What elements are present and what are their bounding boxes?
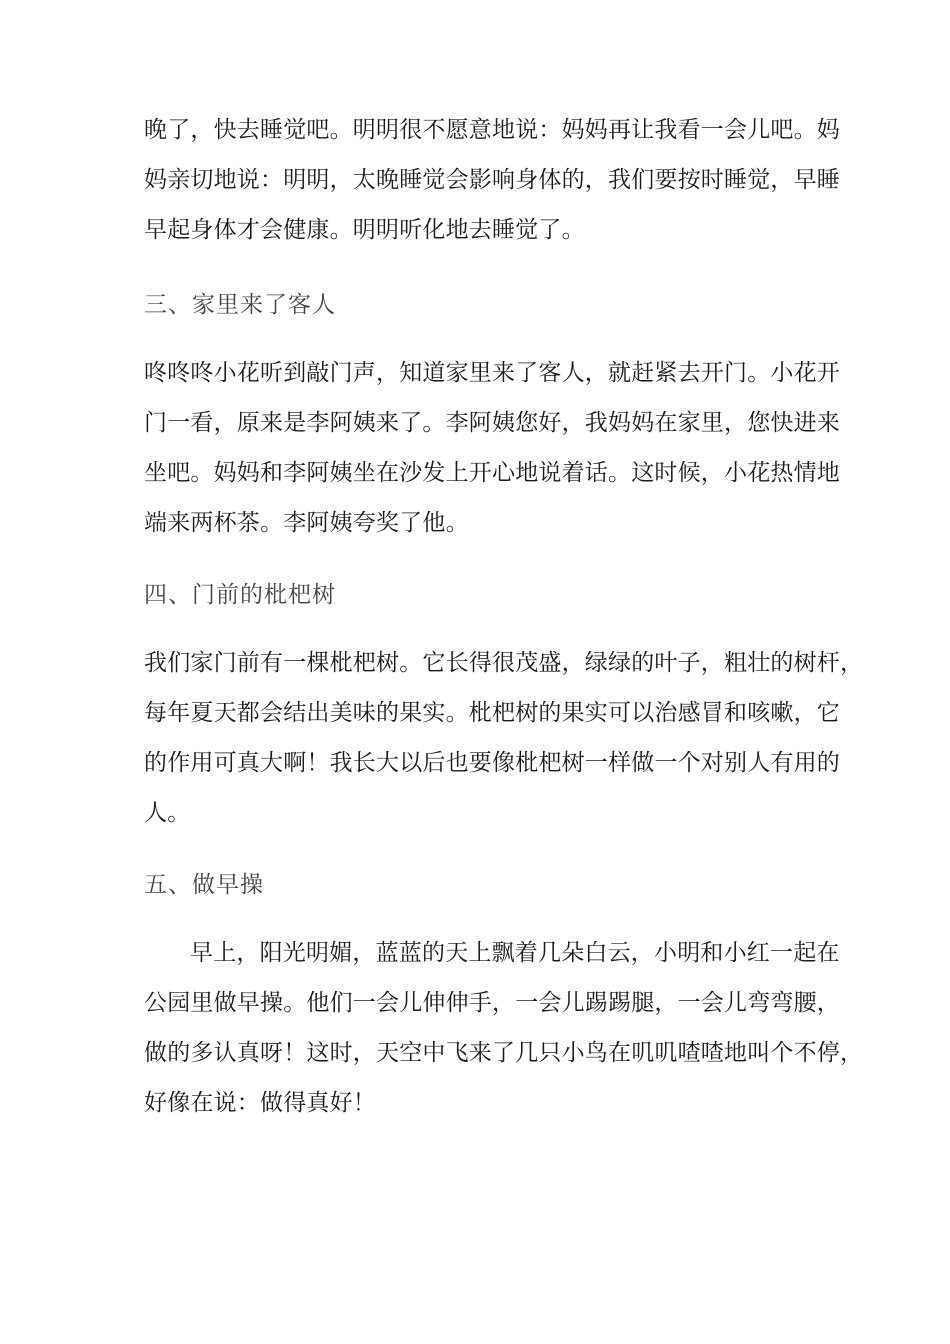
paragraph-line: 早起身体才会健康。明明听化地去睡觉了。: [144, 217, 585, 243]
paragraph-guests: [144, 348, 840, 548]
paragraph-loquat-tree: [144, 638, 864, 838]
paragraph-bedtime: [144, 105, 840, 255]
section-heading-loquat-tree: 四、门前的枇杷树: [144, 582, 336, 608]
paragraph-line: 人。: [144, 800, 191, 826]
paragraph-line: 晚了，快去睡觉吧。明明很不愿意地说：妈妈再让我看一会儿吧。妈: [144, 117, 840, 143]
paragraph-line: 妈亲切地说：明明，太晚睡觉会影响身体的，我们要按时睡觉，早睡: [144, 167, 840, 193]
paragraph-line: 咚咚咚小花听到敲门声，知道家里来了客人，就赶紧去开门。小花开: [144, 360, 840, 386]
paragraph-line: 坐吧。妈妈和李阿姨坐在沙发上开心地说着话。这时候，小花热情地: [144, 460, 840, 486]
paragraph-line: 好像在说：做得真好！: [144, 1090, 376, 1116]
paragraph-line: 公园里做早操。他们一会儿伸伸手，一会儿踢踢腿，一会儿弯弯腰，: [144, 990, 840, 1016]
paragraph-line: 每年夏天都会结出美味的果实。枇杷树的果实可以治感冒和咳嗽，它: [144, 700, 840, 726]
paragraph-line: 门一看，原来是李阿姨来了。李阿姨您好，我妈妈在家里，您快进来: [144, 410, 840, 436]
paragraph-line: 端来两杯茶。李阿姨夸奖了他。: [144, 510, 469, 536]
paragraph-line: 我们家门前有一棵枇杷树。它长得很茂盛，绿绿的叶子，粗壮的树杆，: [144, 650, 864, 676]
paragraph-line: 早上，阳光明媚，蓝蓝的天上飘着几朵白云，小明和小红一起在: [190, 940, 840, 966]
paragraph-line: 做的多认真呀！这时，天空中飞来了几只小鸟在叽叽喳喳地叫个不停，: [144, 1040, 864, 1066]
paragraph-line: 的作用可真大啊！我长大以后也要像枇杷树一样做一个对别人有用的: [144, 750, 840, 776]
paragraph-morning-exercise: [144, 928, 864, 1128]
section-heading-guests: 三、家里来了客人: [144, 292, 336, 318]
section-heading-morning-exercise: 五、做早操: [144, 872, 264, 898]
